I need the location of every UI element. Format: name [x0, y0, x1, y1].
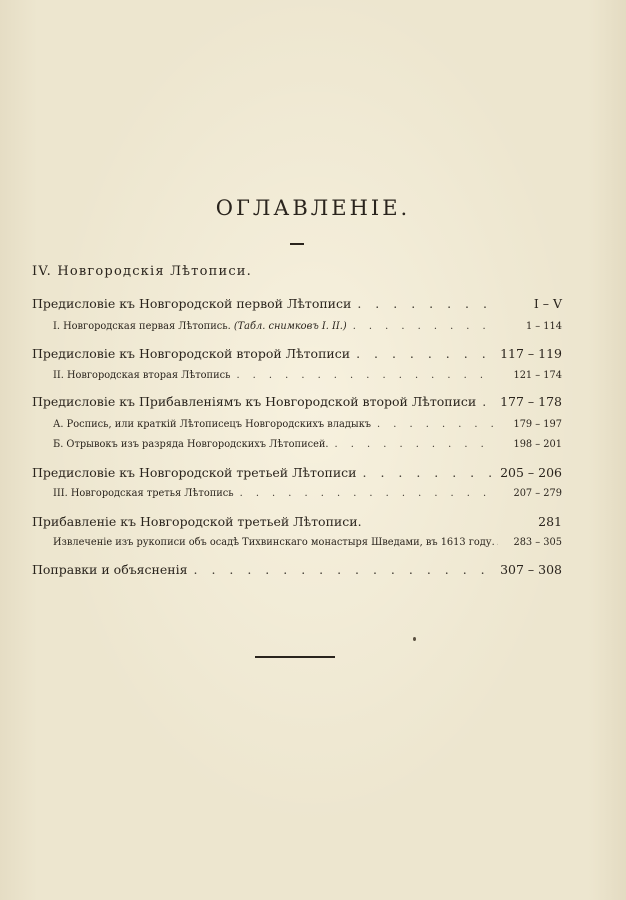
leader-dots: [240, 488, 494, 499]
toc-entry: [32, 296, 562, 311]
toc-entry-label: Извлеченiе изъ рукописи объ осадѣ Тихвинскаго монастыря Шведами, въ 1613 году.: [53, 537, 495, 548]
toc-entry-label: Прибавленiе къ Новгородской третьей Лѣтописи.: [32, 514, 362, 529]
toc-entry-label: А. Роспись, или краткiй Лѣтописецъ Новгородскихъ владыкъ: [53, 419, 372, 430]
toc-entry: [32, 346, 562, 361]
leader-dots: [363, 465, 495, 480]
leader-dots: [236, 370, 494, 381]
leader-dots: [377, 419, 494, 430]
toc-entry-pages: 1 – 114: [525, 321, 562, 332]
title-dash-divider: [290, 243, 304, 245]
toc-entry-label: Предисловiе къ Новгородской второй Лѣтописи: [32, 346, 351, 361]
toc-entry: [32, 465, 562, 480]
leader-dots: [356, 346, 494, 361]
toc-entry: [53, 370, 562, 381]
toc-entry: [53, 321, 562, 332]
toc-entry-pages: 117 – 119: [500, 346, 562, 361]
toc-entry: [53, 419, 562, 430]
leader-dots: [482, 394, 494, 409]
toc-entry-label: I. Новгородская первая Лѣтопись. (Табл. снимковъ I. II.): [53, 321, 347, 332]
toc-entry: [32, 394, 562, 409]
closing-rule: [255, 656, 335, 658]
leader-dots: [335, 439, 494, 450]
leader-dots: [353, 321, 494, 332]
toc-entry-pages: 307 – 308: [500, 562, 562, 577]
toc-entry-label: Предисловiе къ Новгородской третьей Лѣтописи: [32, 465, 357, 480]
toc-entry-note: (Табл. снимковъ I. II.): [233, 321, 347, 332]
page-title: ОГЛАВЛЕНIЕ.: [215, 196, 411, 220]
toc-entry-pages: 121 – 174: [513, 370, 562, 381]
toc-entry-pages: 207 – 279: [513, 488, 562, 499]
toc-entry-label: III. Новгородская третья Лѣтопись: [53, 488, 234, 499]
toc-entry-pages: 281: [538, 514, 562, 529]
toc-entry: [32, 514, 562, 529]
toc-entry: [53, 488, 562, 499]
toc-entry-label: Поправки и объясненiя: [32, 562, 188, 577]
toc-entry: [53, 537, 562, 548]
toc-entry-pages: I – V: [533, 296, 562, 311]
leader-dots: [194, 562, 494, 577]
leader-dots: [497, 537, 498, 548]
leader-dots: [357, 296, 494, 311]
toc-entry-label: Б. Отрывокъ изъ разряда Новгородскихъ Лѣтописей.: [53, 439, 329, 450]
toc-entry-pages: 179 – 197: [513, 419, 562, 430]
toc-entry: [53, 439, 562, 450]
toc-entry-label: Предисловiе къ Прибавленiямъ къ Новгородской второй Лѣтописи: [32, 394, 477, 409]
ink-speck: [413, 637, 416, 641]
toc-entry-pages: 205 – 206: [500, 465, 562, 480]
toc-entry-label: Предисловiе къ Новгородской первой Лѣтописи: [32, 296, 352, 311]
toc-entry-pages: 283 – 305: [513, 537, 562, 548]
toc-entry: [32, 562, 562, 577]
toc-entry-pages: 177 – 178: [500, 394, 562, 409]
toc-entry-label: II. Новгородская вторая Лѣтопись: [53, 370, 231, 381]
toc-entry-pages: 198 – 201: [513, 439, 562, 450]
section-heading: IV. Новгородскiя Лѣтописи.: [32, 264, 252, 279]
